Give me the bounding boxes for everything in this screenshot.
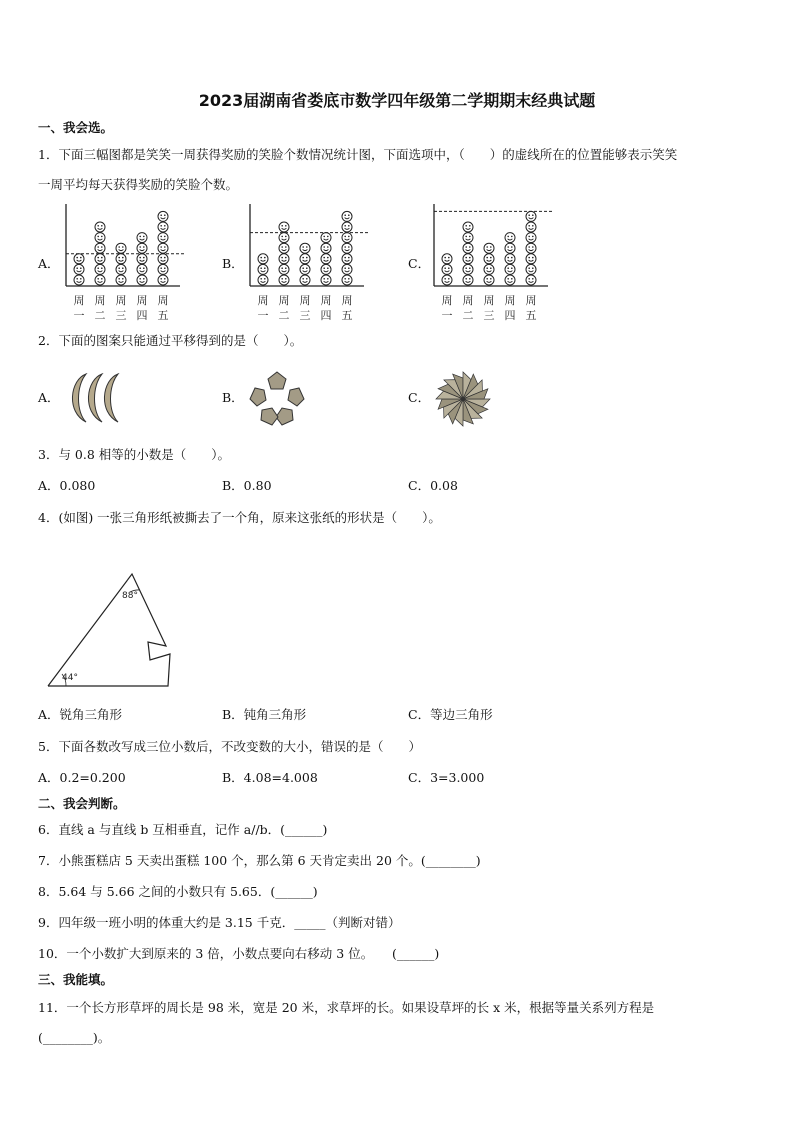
smiley-face-mark bbox=[342, 222, 352, 232]
smiley-face-mark bbox=[342, 211, 352, 221]
torn-triangle-diagram bbox=[40, 570, 180, 692]
smiley-face-mark bbox=[526, 264, 536, 274]
smiley-face-mark bbox=[321, 275, 331, 285]
q3-option-b: B．0.80 bbox=[222, 478, 272, 493]
day-label-bottom: 二 bbox=[278, 309, 290, 322]
pictograph-c bbox=[428, 204, 558, 322]
q7-text: 7．小熊蛋糕店 5 天卖出蛋糕 100 个，那么第 6 天肯定卖出 20 个。(________) bbox=[38, 853, 481, 868]
pictograph-a bbox=[60, 204, 190, 322]
smiley-face-mark bbox=[342, 233, 352, 243]
q10-text: 10．一个小数扩大到原来的 3 倍，小数点要向右移动 3 位。 (______) bbox=[38, 946, 440, 961]
smiley-face-mark bbox=[342, 254, 352, 264]
smiley-face-mark bbox=[321, 233, 331, 243]
smiley-face-mark bbox=[137, 264, 147, 274]
smiley-face-mark bbox=[484, 243, 494, 253]
smiley-face-mark bbox=[505, 264, 515, 274]
day-label-bottom: 二 bbox=[94, 309, 106, 322]
q4-text: 4．(如图) 一张三角形纸被撕去了一个角，原来这张纸的形状是（ ）。 bbox=[38, 510, 441, 525]
day-label-top: 周 bbox=[136, 294, 148, 307]
q6-text: 6．直线 a 与直线 b 互相垂直，记作 a//b．(______) bbox=[38, 822, 328, 837]
smiley-face-mark bbox=[484, 264, 494, 274]
day-label-bottom: 一 bbox=[257, 309, 269, 322]
smiley-face-mark bbox=[279, 222, 289, 232]
day-label-top: 周 bbox=[157, 294, 169, 307]
smiley-face-mark bbox=[137, 275, 147, 285]
smiley-face-mark bbox=[258, 254, 268, 264]
q2-text: 2．下面的图案只能通过平移得到的是（ ）。 bbox=[38, 333, 303, 348]
smiley-face-mark bbox=[300, 275, 310, 285]
smiley-face-mark bbox=[258, 275, 268, 285]
day-label-top: 周 bbox=[94, 294, 106, 307]
smiley-face-mark bbox=[95, 264, 105, 274]
q3-text: 3．与 0.8 相等的小数是（ ）。 bbox=[38, 447, 231, 462]
smiley-face-mark bbox=[505, 243, 515, 253]
smiley-face-mark bbox=[505, 254, 515, 264]
smiley-face-mark bbox=[137, 233, 147, 243]
q4-option-a: A．锐角三角形 bbox=[38, 707, 123, 722]
day-label-top: 周 bbox=[483, 294, 495, 307]
day-label-bottom: 四 bbox=[320, 309, 332, 322]
q1-option-b-label: B． bbox=[222, 256, 244, 271]
smiley-face-mark bbox=[158, 254, 168, 264]
q1-text-line2: 一周平均每天获得奖励的笑脸个数。 bbox=[38, 177, 239, 192]
smiley-face-mark bbox=[442, 264, 452, 274]
smiley-face-mark bbox=[342, 275, 352, 285]
smiley-face-mark bbox=[463, 243, 473, 253]
day-label-top: 周 bbox=[525, 294, 537, 307]
section-2-heading: 二、我会判断。 bbox=[38, 796, 126, 811]
q9-text: 9．四年级一班小明的体重大约是 3.15 千克．_____（判断对错） bbox=[38, 915, 401, 930]
q2-option-b-label: B． bbox=[222, 390, 244, 405]
smiley-face-mark bbox=[526, 233, 536, 243]
smiley-face-mark bbox=[158, 275, 168, 285]
smiley-face-mark bbox=[300, 254, 310, 264]
smiley-face-mark bbox=[95, 243, 105, 253]
day-label-bottom: 一 bbox=[73, 309, 85, 322]
smiley-face-mark bbox=[342, 264, 352, 274]
q2-option-a-label: A． bbox=[38, 390, 60, 405]
q5-text: 5．下面各数改写成三位小数后，不改变数的大小，错误的是（ ） bbox=[38, 739, 421, 754]
smiley-face-mark bbox=[158, 222, 168, 232]
smiley-face-mark bbox=[137, 254, 147, 264]
day-label-top: 周 bbox=[278, 294, 290, 307]
smiley-face-mark bbox=[116, 275, 126, 285]
day-label-bottom: 三 bbox=[115, 309, 127, 322]
smiley-face-mark bbox=[463, 233, 473, 243]
q3-option-c: C．0.08 bbox=[408, 478, 458, 493]
smiley-face-mark bbox=[484, 275, 494, 285]
smiley-face-mark bbox=[463, 275, 473, 285]
smiley-face-mark bbox=[158, 264, 168, 274]
smiley-face-mark bbox=[158, 243, 168, 253]
day-label-bottom: 四 bbox=[504, 309, 516, 322]
smiley-face-mark bbox=[116, 243, 126, 253]
day-label-top: 周 bbox=[441, 294, 453, 307]
pentagon-ring-image bbox=[246, 370, 308, 428]
smiley-face-mark bbox=[279, 254, 289, 264]
angle-88-label: 88° bbox=[122, 591, 138, 601]
smiley-face-mark bbox=[74, 275, 84, 285]
q5-option-a: A．0.2=0.200 bbox=[38, 770, 126, 785]
smiley-face-mark bbox=[74, 254, 84, 264]
smiley-face-mark bbox=[526, 211, 536, 221]
smiley-face-mark bbox=[258, 264, 268, 274]
q4-option-c: C．等边三角形 bbox=[408, 707, 493, 722]
smiley-face-mark bbox=[279, 275, 289, 285]
smiley-face-mark bbox=[526, 222, 536, 232]
day-label-top: 周 bbox=[73, 294, 85, 307]
smiley-face-mark bbox=[116, 254, 126, 264]
q2-option-c-label: C． bbox=[408, 390, 431, 405]
smiley-face-mark bbox=[463, 264, 473, 274]
q11-text-line2: (________)。 bbox=[38, 1030, 111, 1045]
smiley-face-mark bbox=[74, 264, 84, 274]
day-label-top: 周 bbox=[257, 294, 269, 307]
smiley-face-mark bbox=[342, 243, 352, 253]
q5-option-b: B．4.08=4.008 bbox=[222, 770, 318, 785]
smiley-face-mark bbox=[526, 243, 536, 253]
smiley-face-mark bbox=[526, 254, 536, 264]
smiley-face-mark bbox=[300, 264, 310, 274]
day-label-bottom: 五 bbox=[157, 309, 169, 322]
q1-option-a-label: A． bbox=[38, 256, 60, 271]
q1-text-line1: 1．下面三幅图都是笑笑一周获得奖励的笑脸个数情况统计图，下面选项中，（ ）的虚线所在的位置能够表示笑笑 bbox=[38, 147, 678, 162]
q4-option-b: B．钝角三角形 bbox=[222, 707, 307, 722]
smiley-face-mark bbox=[158, 233, 168, 243]
day-label-top: 周 bbox=[299, 294, 311, 307]
day-label-top: 周 bbox=[320, 294, 332, 307]
smiley-face-mark bbox=[484, 254, 494, 264]
smiley-face-mark bbox=[463, 222, 473, 232]
day-label-top: 周 bbox=[115, 294, 127, 307]
pinwheel-image bbox=[434, 370, 492, 428]
section-1-heading: 一、我会选。 bbox=[38, 120, 114, 135]
day-label-bottom: 五 bbox=[525, 309, 537, 322]
q3-option-a: A．0.080 bbox=[38, 478, 96, 493]
day-label-bottom: 二 bbox=[462, 309, 474, 322]
smiley-face-mark bbox=[526, 275, 536, 285]
q8-text: 8．5.64 与 5.66 之间的小数只有 5.65．(______) bbox=[38, 884, 318, 899]
smiley-face-mark bbox=[442, 254, 452, 264]
smiley-face-mark bbox=[95, 275, 105, 285]
smiley-face-mark bbox=[321, 243, 331, 253]
day-label-top: 周 bbox=[504, 294, 516, 307]
smiley-face-mark bbox=[158, 211, 168, 221]
page-title: 2023届湖南省娄底市数学四年级第二学期期末经典试题 bbox=[198, 91, 596, 110]
section-3-heading: 三、我能填。 bbox=[38, 972, 114, 987]
smiley-face-mark bbox=[95, 254, 105, 264]
angle-44-label: 44° bbox=[62, 673, 78, 683]
smiley-face-mark bbox=[300, 243, 310, 253]
smiley-face-mark bbox=[95, 233, 105, 243]
smiley-face-mark bbox=[279, 264, 289, 274]
smiley-face-mark bbox=[137, 243, 147, 253]
day-label-top: 周 bbox=[462, 294, 474, 307]
q1-option-c-label: C． bbox=[408, 256, 431, 271]
smiley-face-mark bbox=[95, 222, 105, 232]
pictograph-b bbox=[244, 204, 374, 322]
day-label-top: 周 bbox=[341, 294, 353, 307]
day-label-bottom: 四 bbox=[136, 309, 148, 322]
smiley-face-mark bbox=[321, 264, 331, 274]
crescents-image bbox=[62, 372, 132, 424]
q5-option-c: C．3=3.000 bbox=[408, 770, 485, 785]
smiley-face-mark bbox=[505, 275, 515, 285]
smiley-face-mark bbox=[463, 254, 473, 264]
smiley-face-mark bbox=[279, 243, 289, 253]
day-label-bottom: 三 bbox=[483, 309, 495, 322]
smiley-face-mark bbox=[279, 233, 289, 243]
smiley-face-mark bbox=[116, 264, 126, 274]
smiley-face-mark bbox=[321, 254, 331, 264]
day-label-bottom: 一 bbox=[441, 309, 453, 322]
day-label-bottom: 三 bbox=[299, 309, 311, 322]
day-label-bottom: 五 bbox=[341, 309, 353, 322]
q11-text-line1: 11．一个长方形草坪的周长是 98 米，宽是 20 米，求草坪的长。如果设草坪的长 x 米，根据等量关系列方程是 bbox=[38, 1000, 655, 1015]
smiley-face-mark bbox=[505, 233, 515, 243]
smiley-face-mark bbox=[442, 275, 452, 285]
